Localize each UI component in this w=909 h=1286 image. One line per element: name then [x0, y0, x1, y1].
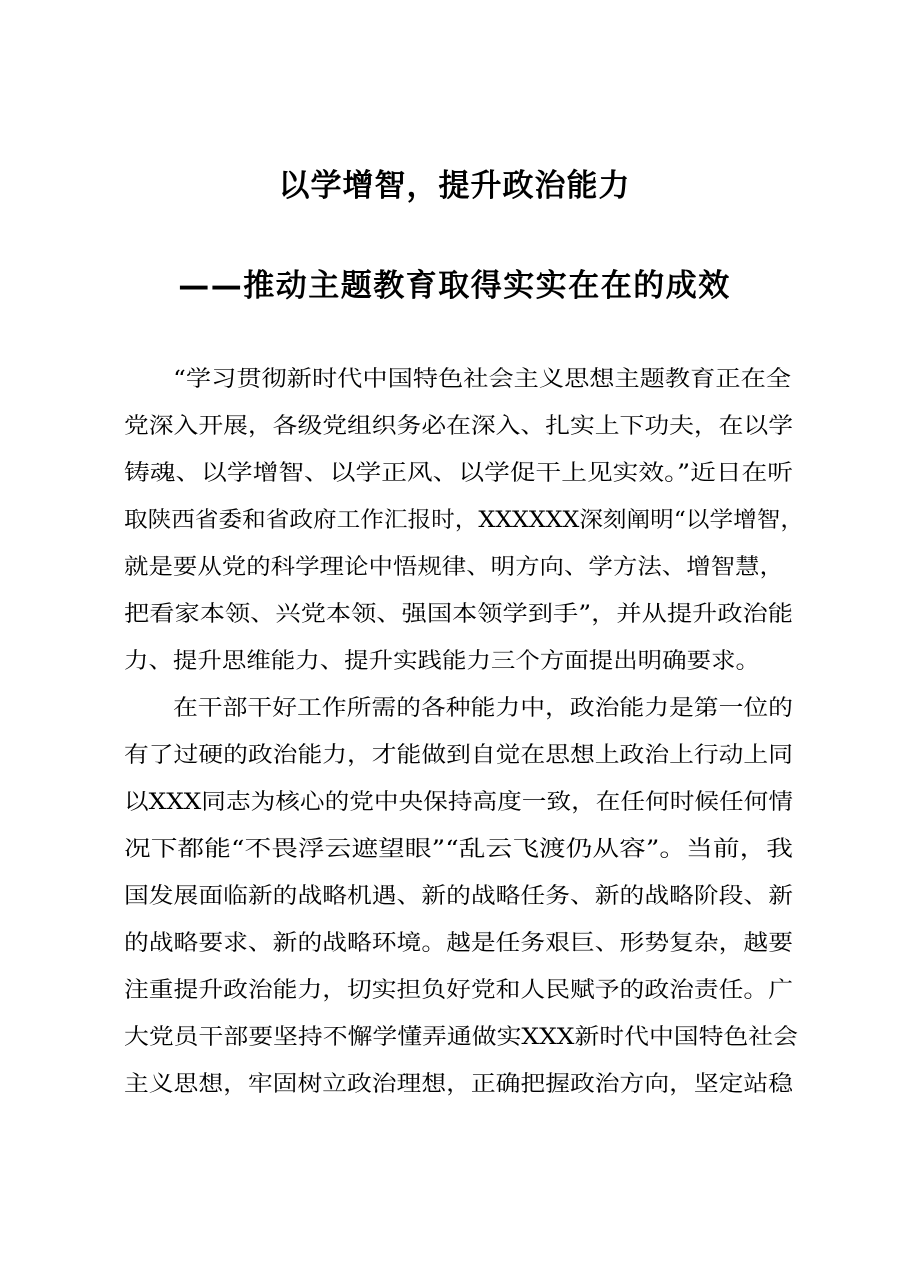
paragraph-1-line-7: 力、提升思维能力、提升实践能力三个方面提出明确要求。: [124, 649, 760, 674]
paragraph-2-line-1: 在干部干好工作所需的各种能力中，政治能力是第一位的: [173, 696, 793, 721]
paragraph-1-line-6: 把看家本领、兴党本领、强国本领学到手”，并从提升政治能: [124, 602, 793, 627]
paragraph-2-line-9: 主义思想，牢固树立政治理想，正确把握政治方向，坚定站稳: [124, 1072, 793, 1097]
document-title: 以学增智，提升政治能力: [278, 168, 631, 204]
paragraph-2-line-7: 注重提升政治能力，切实担负好党和人民赋予的政治责任。广: [124, 978, 793, 1003]
document-subtitle: ——推动主题教育取得实实在在的成效: [178, 268, 731, 304]
paragraph-1-line-4: 取陕西省委和省政府工作汇报时，XXXXXX深刻阐明“以学增智，: [124, 508, 804, 533]
paragraph-2-line-8: 大党员干部要坚持不懈学懂弄通做实XXX新时代中国特色社会: [124, 1025, 798, 1050]
paragraph-1-line-2: 党深入开展，各级党组织务必在深入、扎实上下功夫，在以学: [124, 414, 793, 439]
paragraph-2-line-3: 以XXX同志为核心的党中央保持高度一致，在任何时候任何情: [124, 790, 793, 815]
paragraph-1-line-5: 就是要从党的科学理论中悟规律、明方向、学方法、增智慧，: [124, 555, 784, 580]
paragraph-1-line-1: “学习贯彻新时代中国特色社会主义思想主题教育正在全: [173, 367, 791, 392]
paragraph-2-line-6: 的战略要求、新的战略环境。越是任务艰巨、形势复杂，越要: [124, 931, 793, 956]
paragraph-2-line-4: 况下都能“不畏浮云遮望眼”“乱云飞渡仍从容”。当前，我: [124, 837, 793, 862]
paragraph-2-line-2: 有了过硬的政治能力，才能做到自觉在思想上政治上行动上同: [124, 743, 793, 768]
paragraph-1-line-3: 铸魂、以学增智、以学正风、以学促干上见实效。”近日在听: [124, 461, 793, 486]
paragraph-2-line-5: 国发展面临新的战略机遇、新的战略任务、新的战略阶段、新: [124, 884, 793, 909]
